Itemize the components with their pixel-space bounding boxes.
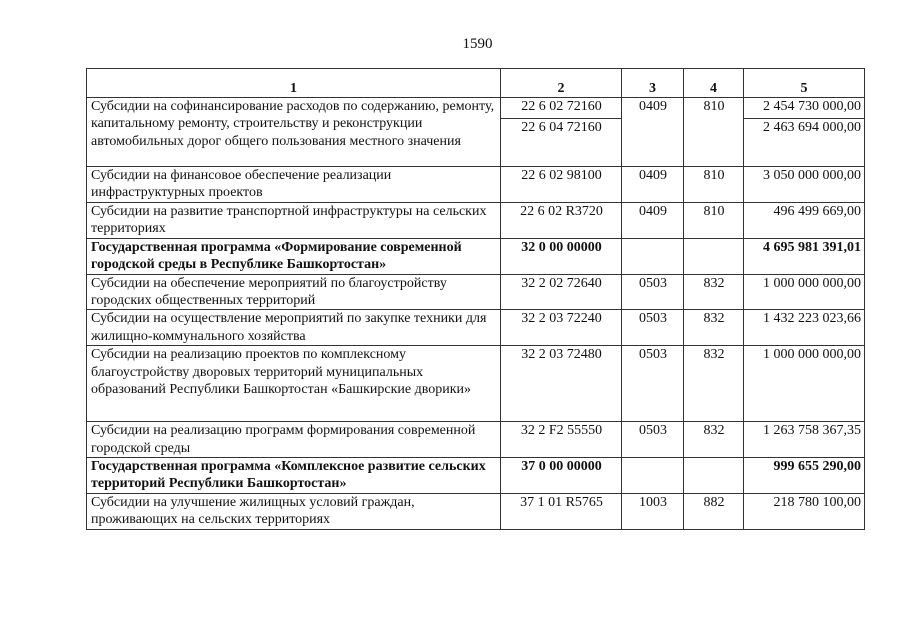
row-dept xyxy=(684,238,744,274)
row-code: 22 6 02 72160 xyxy=(501,98,622,119)
column-header: 4 xyxy=(684,69,744,98)
row-dept: 810 xyxy=(684,98,744,167)
row-amount: 2 454 730 000,00 xyxy=(744,98,865,119)
row-section xyxy=(622,458,684,494)
table-row xyxy=(87,422,865,458)
row-amount: 1 000 000 000,00 xyxy=(744,346,865,422)
column-header: 2 xyxy=(501,69,622,98)
row-name: Субсидии на софинансирование расходов по содержанию, ремонту, капитальному ремонту, строительству и реконструкции автомобильных дорог общего пользования местного значения xyxy=(87,98,501,167)
table-row xyxy=(87,493,865,529)
row-dept: 832 xyxy=(684,422,744,458)
table-row xyxy=(87,274,865,310)
row-section xyxy=(622,238,684,274)
row-code: 32 2 F2 55550 xyxy=(501,422,622,458)
table-header-row xyxy=(87,69,865,98)
row-code: 37 0 00 00000 xyxy=(501,458,622,494)
column-header: 5 xyxy=(744,69,865,98)
row-code: 32 0 00 00000 xyxy=(501,238,622,274)
row-name: Субсидии на финансовое обеспечение реализации инфраструктурных проектов xyxy=(87,167,501,203)
row-dept: 832 xyxy=(684,310,744,346)
row-name: Субсидии на осуществление мероприятий по закупке техники для жилищно-коммунального хозяйства xyxy=(87,310,501,346)
row-amount: 4 695 981 391,01 xyxy=(744,238,865,274)
budget-table xyxy=(86,68,865,530)
row-name: Субсидии на развитие транспортной инфраструктуры на сельских территориях xyxy=(87,203,501,239)
row-amount: 3 050 000 000,00 xyxy=(744,167,865,203)
row-amount: 999 655 290,00 xyxy=(744,458,865,494)
row-section: 0409 xyxy=(622,203,684,239)
column-header: 1 xyxy=(87,69,501,98)
row-name: Государственная программа «Комплексное развитие сельских территорий Республики Башкортостан» xyxy=(87,458,501,494)
row-dept: 832 xyxy=(684,346,744,422)
row-section: 0409 xyxy=(622,167,684,203)
row-dept: 810 xyxy=(684,203,744,239)
row-section: 0503 xyxy=(622,346,684,422)
row-amount: 218 780 100,00 xyxy=(744,493,865,529)
row-amount: 1 000 000 000,00 xyxy=(744,274,865,310)
row-name: Субсидии на обеспечение мероприятий по благоустройству городских общественных территорий xyxy=(87,274,501,310)
row-code: 32 2 03 72240 xyxy=(501,310,622,346)
row-name: Субсидии на реализацию программ формирования современной городской среды xyxy=(87,422,501,458)
row-code: 22 6 02 98100 xyxy=(501,167,622,203)
row-code: 22 6 04 72160 xyxy=(501,119,622,167)
table-row xyxy=(87,238,865,274)
row-code: 32 2 03 72480 xyxy=(501,346,622,422)
row-code: 32 2 02 72640 xyxy=(501,274,622,310)
row-section: 1003 xyxy=(622,493,684,529)
row-amount: 2 463 694 000,00 xyxy=(744,119,865,167)
row-amount: 496 499 669,00 xyxy=(744,203,865,239)
table-row xyxy=(87,203,865,239)
row-code: 37 1 01 R5765 xyxy=(501,493,622,529)
row-amount: 1 432 223 023,66 xyxy=(744,310,865,346)
row-name: Субсидии на улучшение жилищных условий граждан, проживающих на сельских территориях xyxy=(87,493,501,529)
column-header: 3 xyxy=(622,69,684,98)
row-section: 0503 xyxy=(622,310,684,346)
row-dept: 810 xyxy=(684,167,744,203)
table-row xyxy=(87,346,865,422)
row-dept: 882 xyxy=(684,493,744,529)
table-row xyxy=(87,458,865,494)
row-section: 0409 xyxy=(622,98,684,167)
row-name: Государственная программа «Формирование современной городской среды в Республике Башкортостан» xyxy=(87,238,501,274)
page-number: 1590 xyxy=(462,36,493,52)
table-row xyxy=(87,310,865,346)
row-code: 22 6 02 R3720 xyxy=(501,203,622,239)
row-dept: 832 xyxy=(684,274,744,310)
table-row xyxy=(87,98,865,119)
row-section: 0503 xyxy=(622,422,684,458)
row-amount: 1 263 758 367,35 xyxy=(744,422,865,458)
row-name: Субсидии на реализацию проектов по комплексному благоустройству дворовых территорий муниципальных образований Республики Башкортостан «Башкирские дворики» xyxy=(87,346,501,422)
table-row xyxy=(87,167,865,203)
row-section: 0503 xyxy=(622,274,684,310)
row-dept xyxy=(684,458,744,494)
